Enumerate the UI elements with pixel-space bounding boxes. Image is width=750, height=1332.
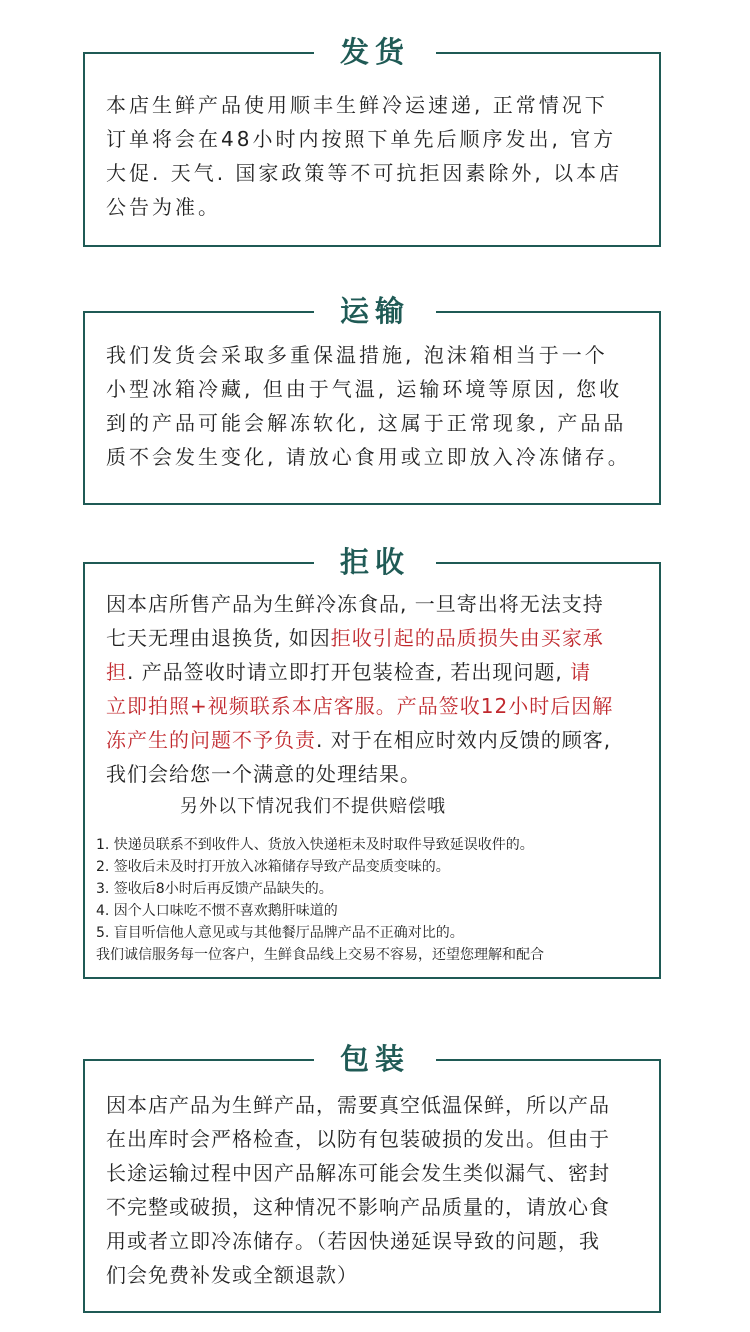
refusal-line: 因本店所售产品为生鲜冷冻食品, 一旦寄出将无法支持: [106, 592, 604, 616]
refusal-text: [106, 587, 651, 791]
shipping-line: 本店生鲜产品使用顺丰生鲜冷运速递, 正常情况下: [106, 93, 608, 117]
list-item: 我们诚信服务每一位客户，生鲜食品线上交易不容易，还望您理解和配合: [96, 947, 544, 963]
list-item: 5. 盲目听信他人意见或与其他餐厅品牌产品不正确对比的。: [96, 925, 464, 941]
list-item: 2. 签收后未及时打开放入冰箱储存导致产品变质变味的。: [96, 859, 450, 875]
refusal-exclusions-list: [96, 834, 666, 966]
shipping-line: 大促. 天气. 国家政策等不可抗拒因素除外, 以本店: [106, 161, 623, 185]
packaging-line: 长途运输过程中因产品解冻可能会发生类似漏气、密封: [106, 1161, 610, 1185]
refusal-line: 担. 产品签收时请立即打开包装检查, 若出现问题, 请: [106, 660, 592, 684]
refusal-heading: [0, 542, 750, 582]
refusal-line: 冻产生的问题不予负责. 对于在相应时效内反馈的顾客,: [106, 728, 612, 752]
shipping-heading: [0, 32, 750, 72]
shipping-title: 发货: [314, 32, 436, 72]
packaging-line: 不完整或破损，这种情况不影响产品质量的，请放心食: [106, 1195, 610, 1219]
refusal-highlight: 冻产生的问题不予负责: [106, 728, 316, 752]
transport-line: 质不会发生变化, 请放心食用或立即放入冷冻储存。: [106, 445, 631, 469]
refusal-line: 我们会给您一个满意的处理结果。: [106, 762, 421, 786]
refusal-title: 拒收: [314, 542, 436, 582]
transport-title: 运输: [314, 291, 436, 331]
shipping-line: 订单将会在48小时内按照下单先后顺序发出, 官方: [106, 127, 617, 151]
refusal-highlight: 请: [570, 660, 592, 684]
packaging-line: 因本店产品为生鲜产品，需要真空低温保鲜，所以产品: [106, 1093, 610, 1117]
transport-line: 小型冰箱冷藏, 但由于气温, 运输环境等原因, 您收: [106, 377, 623, 401]
packaging-line: 用或者立即冷冻储存。（若因快递延误导致的问题，我: [106, 1229, 600, 1253]
list-item: 3. 签收后8小时后再反馈产品缺失的。: [96, 881, 333, 897]
refusal-highlight: 拒收引起的品质损失由买家承: [330, 626, 604, 650]
refusal-subheading: 另外以下情况我们不提供赔偿哦: [180, 796, 446, 817]
transport-line: 到的产品可能会解冻软化, 这属于正常现象, 产品品: [106, 411, 627, 435]
list-item: 4. 因个人口味吃不惯不喜欢鹅肝味道的: [96, 903, 338, 919]
transport-text: [106, 338, 651, 474]
transport-heading: [0, 291, 750, 331]
packaging-line: 们会免费补发或全额退款）: [106, 1263, 358, 1287]
shipping-line: 公告为准。: [106, 195, 221, 219]
refusal-line: 立即拍照+视频联系本店客服。产品签收12小时后因解: [106, 694, 614, 718]
list-item: 1. 快递员联系不到收件人、货放入快递柜未及时取件导致延误收件的。: [96, 837, 534, 853]
refusal-highlight: 担: [106, 660, 127, 684]
packaging-line: 在出库时会严格检查，以防有包装破损的发出。但由于: [106, 1127, 610, 1151]
shipping-text: [106, 88, 651, 224]
packaging-text: [106, 1088, 651, 1292]
transport-line: 我们发货会采取多重保温措施, 泡沫箱相当于一个: [106, 343, 608, 367]
packaging-heading: [0, 1039, 750, 1079]
refusal-line: 七天无理由退换货, 如因拒收引起的品质损失由买家承: [106, 626, 604, 650]
packaging-title: 包装: [314, 1039, 436, 1079]
